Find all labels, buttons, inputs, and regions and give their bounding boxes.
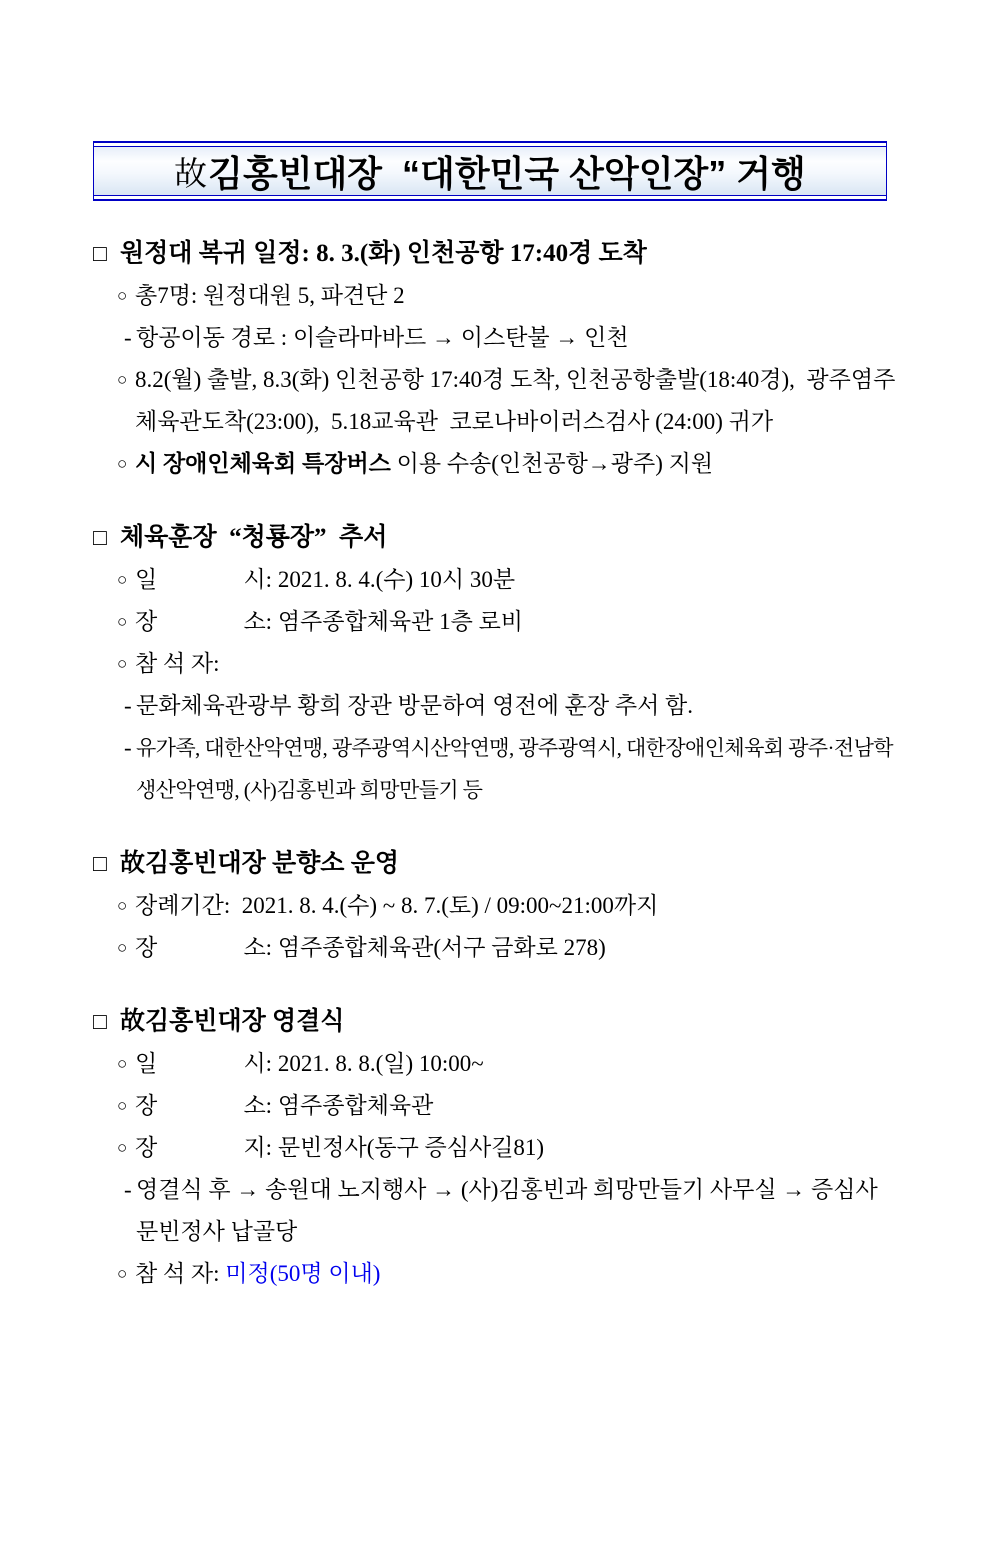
list-item	[117, 1085, 900, 1127]
list-item	[117, 643, 900, 685]
list-item-text: 일 시: 2021. 8. 8.(일) 10:00~	[135, 1051, 484, 1076]
circle-bullet: ○	[117, 654, 128, 673]
document-page	[0, 141, 992, 1295]
section-heading-text: 원정대 복귀 일정: 8. 3.(화) 인천공항 17:40경 도착	[120, 240, 647, 267]
list-item	[117, 559, 900, 601]
list-subitem	[124, 727, 900, 811]
list-item	[117, 1127, 900, 1169]
list-item-text: 일 시: 2021. 8. 4.(수) 10시 30분	[135, 567, 516, 592]
bold-text: 시 장애인체육회 특장버스	[135, 451, 391, 476]
section-heading-text: 故김홍빈대장 분향소 운영	[120, 850, 400, 877]
list-subitem	[124, 685, 900, 727]
list-item	[117, 927, 900, 969]
plain-text: 이용 수송(인천공항→광주) 지원	[390, 451, 714, 476]
list-item-text: 영결식 후 → 송원대 노지행사 → (사)김홍빈과 희망만들기 사무실 → 증심사 문빈정사 납골당	[136, 1177, 884, 1244]
list-item	[117, 1253, 900, 1295]
square-bullet: □	[93, 851, 107, 876]
circle-bullet: ○	[117, 612, 128, 631]
section-heading	[93, 1001, 900, 1043]
section-heading-text: 체육훈장 “청룡장” 추서	[120, 524, 388, 551]
list-item-text	[135, 1253, 380, 1295]
list-item	[117, 359, 900, 443]
list-item-text	[135, 443, 713, 485]
list-item-text: 장 소: 염주종합체육관	[135, 1093, 434, 1118]
list-item-text: 참 석 자:	[135, 651, 220, 676]
section-heading-text: 故김홍빈대장 영결식	[120, 1008, 345, 1035]
list-item	[117, 885, 900, 927]
square-bullet: □	[93, 241, 107, 266]
list-item-text: 장 소: 염주종합체육관(서구 금화로 278)	[135, 935, 606, 960]
attendee-count-highlight: 미정(50명 이내)	[225, 1261, 381, 1286]
list-item	[117, 1043, 900, 1085]
list-item-text: 장 지: 문빈정사(동구 증심사길81)	[135, 1135, 545, 1160]
section-medal-award	[93, 517, 900, 811]
page-title: 김홍빈대장 “대한민국 산악인장” 거행	[208, 152, 806, 194]
title-prefix-go: 故	[174, 156, 209, 193]
list-item-text: 항공이동 경로 : 이슬라마바드 → 이스탄불 → 인천	[136, 325, 629, 350]
circle-bullet: ○	[117, 896, 128, 915]
list-item	[117, 275, 900, 317]
section-memorial-altar	[93, 843, 900, 969]
circle-bullet: ○	[117, 370, 128, 389]
section-funeral-ceremony	[93, 1001, 900, 1295]
list-item	[117, 601, 900, 643]
title-banner-inner	[94, 146, 886, 196]
list-item	[117, 443, 900, 485]
square-bullet: □	[93, 525, 107, 550]
title-banner	[93, 141, 887, 201]
list-item-text: 8.2(월) 출발, 8.3(화) 인천공항 17:40경 도착, 인천공항출발(18:40경), 광주염주체육관도착(23:00), 5.18교육관 코로나바이러스검사 (24:00) 귀가	[135, 367, 896, 434]
section-heading	[93, 233, 900, 275]
circle-bullet: ○	[117, 1138, 128, 1157]
circle-bullet: ○	[117, 1096, 128, 1115]
circle-bullet: ○	[117, 1264, 128, 1283]
list-item-text: 장 소: 염주종합체육관 1층 로비	[135, 609, 524, 634]
circle-bullet: ○	[117, 286, 128, 305]
section-heading	[93, 517, 900, 559]
list-item-text: 문화체육관광부 황희 장관 방문하여 영전에 훈장 추서 함.	[136, 693, 694, 718]
list-item-text: 총7명: 원정대원 5, 파견단 2	[135, 283, 405, 308]
dash-bullet: -	[124, 325, 132, 350]
section-return-schedule	[93, 233, 900, 485]
circle-bullet: ○	[117, 570, 128, 589]
list-subitem	[124, 1169, 900, 1253]
plain-text: 참 석 자:	[135, 1261, 226, 1286]
circle-bullet: ○	[117, 1054, 128, 1073]
dash-bullet: -	[124, 735, 132, 760]
dash-bullet: -	[124, 1177, 132, 1202]
list-item-text: 유가족, 대한산악연맹, 광주광역시산악연맹, 광주광역시, 대한장애인체육회 광주·전남학생산악연맹, (사)김홍빈과 희망만들기 등	[136, 736, 893, 802]
list-subitem	[124, 317, 900, 359]
section-heading	[93, 843, 900, 885]
circle-bullet: ○	[117, 938, 128, 957]
list-item-text: 장례기간: 2021. 8. 4.(수) ~ 8. 7.(토) / 09:00~21:00까지	[135, 893, 659, 918]
square-bullet: □	[93, 1009, 107, 1034]
circle-bullet: ○	[117, 454, 128, 473]
dash-bullet: -	[124, 693, 132, 718]
